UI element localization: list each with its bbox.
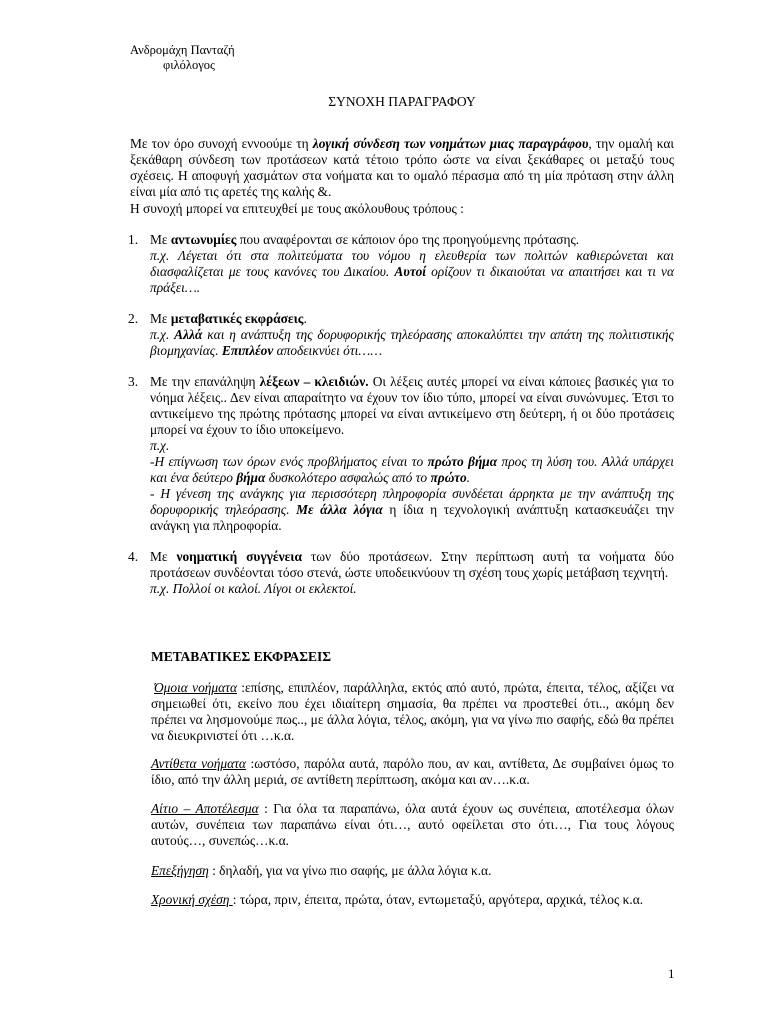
list-item: [130, 311, 674, 359]
category-explanation: [151, 863, 674, 879]
example-text: π.χ. Λέγεται ότι στα πολιτεύματα του νόμου η ελευθερία των πολιτών καθιερώνεται και διασφαλίζεται με τους κανόνες του Δικαίου.: [150, 248, 674, 279]
item-text: των δύο προτάσεων. Στην περίπτωση αυτή τα νοήματα δύο προτάσεων συνδέονται τόσο στενά, ώστε υποδεικνύουν τη σχέση τους χωρίς μετάβαση τεχνητή.: [150, 549, 674, 580]
list-number: 4.: [128, 549, 139, 564]
item-keyword: αντωνυμίες: [170, 232, 237, 247]
category-similar: [151, 680, 674, 744]
intro-bold-phrase: λογική σύνδεση των νοημάτων μιας παραγράφου: [312, 136, 589, 151]
item-text: Με την επανάληψη: [150, 374, 260, 389]
item-text: .: [303, 311, 307, 326]
category-label: Αντίθετα νοήματα: [151, 756, 246, 771]
example-text: η ίδια η τεχνολογική ανάπτυξη κατασκευάζει την ανάγκη για πληροφορία.: [150, 502, 674, 533]
example-keyword: βήμα: [236, 470, 266, 485]
example-keyword: πρώτο βήμα: [427, 454, 498, 469]
item-text: Με: [150, 311, 171, 326]
category-label: Χρονική σχέση: [151, 892, 233, 907]
category-label: Όμοια νοήματα: [154, 680, 237, 695]
category-time: [151, 892, 674, 908]
item-keyword: λέξεων – κλειδιών.: [259, 374, 369, 389]
category-label: Επεξήγηση: [151, 863, 209, 878]
author-name: Ανδρομάχη Πανταζή: [130, 43, 235, 57]
author-role: φιλόλογος: [163, 58, 215, 72]
category-text: :επίσης, επιπλέον, παράλληλα, εκτός από αυτό, πρώτα, έπειτα, τέλος, αξίζει να σημειωθεί ότι, εκείνο που έχει ιδιαίτερη σημασία, θα πρέπει να προστεθεί ότι.., ακόμη δεν πρέπει να λησμονούμε πως.., με άλλα λόγια, τέλος, ακόμη, για να γίνω πιο σαφής, εδώ θα πρέπει να διευκρινιστεί ότι …κ.α.: [151, 680, 674, 743]
list-item: [130, 374, 674, 534]
intro-paragraph: [130, 136, 674, 200]
category-contrast: [151, 756, 674, 788]
item-example: [150, 486, 674, 534]
item-example: [150, 327, 674, 359]
example-text: αποδεικνύει ότι……: [273, 343, 383, 358]
example-label: π.χ.: [150, 438, 170, 453]
example-text: και η ανάπτυξη της δορυφορικής τηλεόρασης αποκαλύπτει την απάτη της πολιτιστικής βιομηχανίας.: [150, 327, 674, 358]
list-item: [130, 232, 674, 296]
list-number: 3.: [128, 374, 139, 389]
cohesion-methods-list: [130, 232, 674, 597]
category-label: Αίτιο – Αποτέλεσμα: [151, 801, 259, 816]
item-example: [150, 454, 674, 486]
example-text: -Η επίγνωση των όρων ενός προβλήματος είναι το: [150, 454, 428, 469]
page-number: 1: [668, 966, 675, 981]
intro-ways-line: Η συνοχή μπορεί να επιτευχθεί με τους ακόλουθους τρόπους :: [130, 201, 464, 216]
list-item: [130, 549, 674, 597]
item-text: Οι λέξεις αυτές μπορεί να είναι κάποιες βασικές για το νόημα λέξεις.. Δεν είναι απαραίτητο να έχουν τον ίδιο τύπο, μπορεί να είναι συνώνυμες. Έτσι το αντικείμενο της πρώτης πρότασης μπορεί να είναι αντικείμενο στη δεύτερη, ή οι δύο προτάσεις μπορεί να έχουν το ίδιο υποκείμενο.: [150, 374, 674, 437]
example-keyword: Αλλά: [174, 327, 203, 342]
category-cause-effect: [151, 801, 674, 849]
intro-text-rest: , την ομαλή και ξεκάθαρη σύνδεση των προτάσεων κατά τέτοιο τρόπο ώστε να είναι ξεκάθαρες οι μεταξύ τους σχέσεις. Η αποφυγή χασμάτων στα νοήματα και το ομαλό πέρασμα από τη μία πρόταση στην άλλη είναι μία από τις αρετές της καλής &.: [130, 136, 674, 199]
author-header: [130, 43, 235, 73]
list-number: 2.: [128, 311, 139, 326]
category-text: : τώρα, πριν, έπειτα, πρώτα, όταν, εντωμεταξύ, αργότερα, αρχικά, τέλος κ.α.: [232, 892, 644, 907]
item-keyword: μεταβατικές εκφράσεις: [170, 311, 304, 326]
category-text: : δηλαδή, για να γίνω πιο σαφής, με άλλα λόγια κ.α.: [208, 863, 492, 878]
item-text: που αναφέρονται σε κάποιον όρο της προηγούμενης πρότασης.: [236, 232, 580, 247]
example-text: π.χ.: [150, 327, 175, 342]
example-text: δυσκολότερο ασφαλώς από το: [265, 470, 431, 485]
example-text: - Η γένεση της ανάγκης για περισσότερη πληροφορία συνδέεται άρρηκτα με την ανάπτυξη της δορυφορικής τηλεόρασης.: [150, 486, 674, 517]
category-text: :ωστόσο, παρόλα αυτά, παρόλο που, αν και, αντίθετα, Δε συμβαίνει όμως το ίδιο, από την άλλη μεριά, σε αντίθετη περίπτωση, ακόμα και αν….κ.α.: [151, 756, 674, 787]
intro-text-start: Με τον όρο συνοχή εννοούμε τη: [130, 136, 313, 151]
section-heading: ΜΕΤΑΒΑΤΙΚΕΣ ΕΚΦΡΑΣΕΙΣ: [151, 649, 332, 664]
item-text: Με: [150, 232, 171, 247]
example-keyword: Με άλλα λόγια: [296, 502, 383, 517]
category-text: : Για όλα τα παραπάνω, όλα αυτά έχουν ως συνέπεια, αποτέλεσμα όλων αυτών, συνέπεια των παραπάνω είναι ότι…, αυτό οφείλεται στο ότι…, Για τους λόγους αυτούς…, συνεπώς…κ.α.: [151, 801, 674, 848]
example-keyword: Επιπλέον: [221, 343, 274, 358]
example-text: .: [466, 470, 470, 485]
page-title: ΣΥΝΟΧΗ ΠΑΡΑΓΡΑΦΟΥ: [328, 94, 476, 109]
item-keyword: νοηματική συγγένεια: [176, 549, 302, 564]
item-example: [150, 248, 674, 296]
example-text: προς τη λύση του. Αλλά υπάρχει και ένα δεύτερο: [150, 454, 675, 485]
item-text: Με: [150, 549, 177, 564]
example-keyword: Αυτοί: [394, 264, 426, 279]
list-number: 1.: [128, 232, 139, 247]
example-keyword: πρώτο: [430, 470, 467, 485]
example-text: ορίζουν τι δικαιούται να απαιτήσει και τι να πράξει….: [150, 264, 674, 295]
item-example: π.χ. Πολλοί οι καλοί. Λίγοι οι εκλεκτοί.: [150, 581, 357, 596]
